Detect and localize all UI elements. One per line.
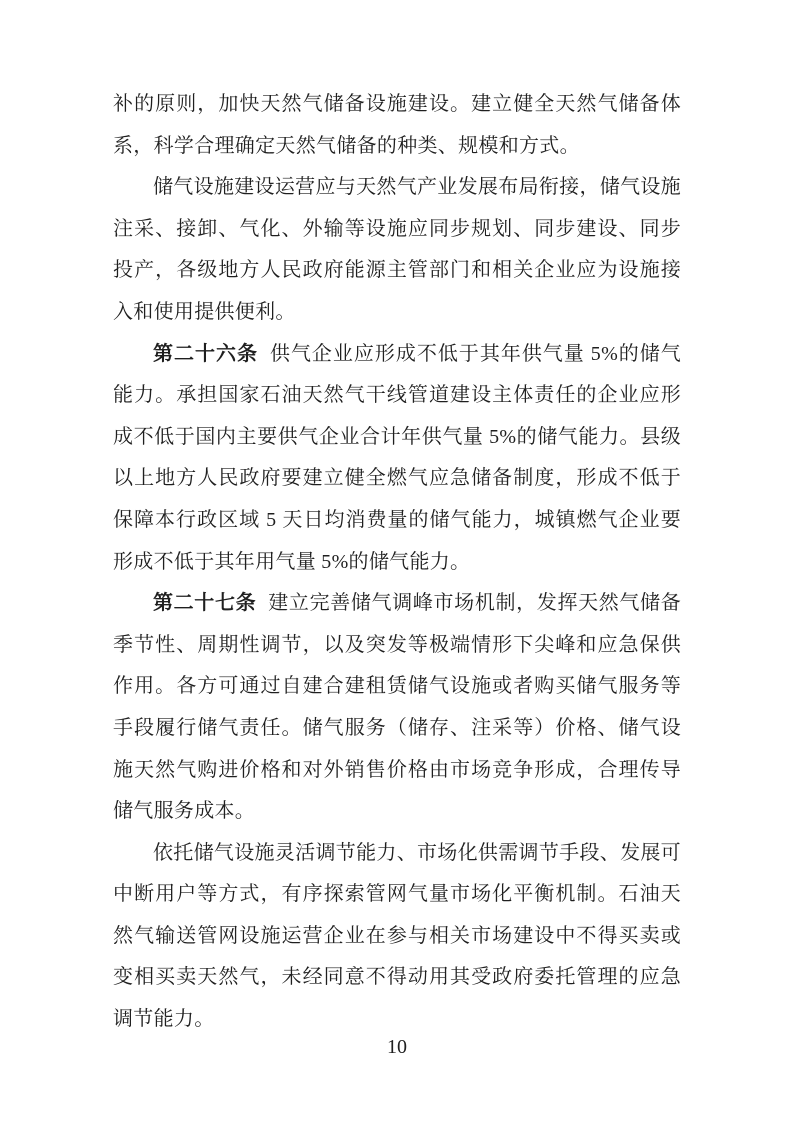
paragraph bbox=[113, 833, 681, 1041]
paragraph-continuation bbox=[113, 84, 681, 167]
paragraph-text: 补的原则，加快天然气储备设施建设。建立健全天然气储备体系，科学合理确定天然气储备的种类、规模和方式。 bbox=[113, 93, 681, 157]
paragraph-article-26 bbox=[113, 334, 681, 584]
page-number: 10 bbox=[387, 1036, 407, 1058]
paragraph bbox=[113, 167, 681, 333]
document-body bbox=[113, 84, 681, 1041]
paragraph-text: 储气设施建设运营应与天然气产业发展布局衔接，储气设施注采、接卸、气化、外输等设施应同步规划、同步建设、同步投产，各级地方人民政府能源主管部门和相关企业应为设施接入和使用提供便利。 bbox=[113, 176, 681, 323]
paragraph-article-27 bbox=[113, 583, 681, 833]
paragraph-text: 建立完善储气调峰市场机制，发挥天然气储备季节性、周期性调节，以及突发等极端情形下尖峰和应急保供作用。各方可通过自建合建租赁储气设施或者购买储气服务等手段履行储气责任。储气服务（储存、注采等）价格、储气设施天然气购进价格和对外销售价格由市场竞争形成，合理传导储气服务成本。 bbox=[113, 592, 682, 823]
article-number: 第二十六条 bbox=[153, 342, 258, 365]
paragraph-text: 供气企业应形成不低于其年供气量 5%的储气能力。承担国家石油天然气干线管道建设主体责任的企业应形成不低于国内主要供气企业合计年供气量 5%的储气能力。县级以上地方人民政府要建立健全燃气应急储备制度，形成不低于保障本行政区域 5 天日均消费量的储气能力，城镇燃气企业要形成不低于其年用气量 5%的储气能力。 bbox=[113, 342, 681, 573]
article-number: 第二十七条 bbox=[153, 592, 257, 615]
paragraph-text: 依托储气设施灵活调节能力、市场化供需调节手段、发展可中断用户等方式，有序探索管网气量市场化平衡机制。石油天然气输送管网设施运营企业在参与相关市场建设中不得买卖或变相买卖天然气，未经同意不得动用其受政府委托管理的应急调节能力。 bbox=[113, 841, 681, 1031]
